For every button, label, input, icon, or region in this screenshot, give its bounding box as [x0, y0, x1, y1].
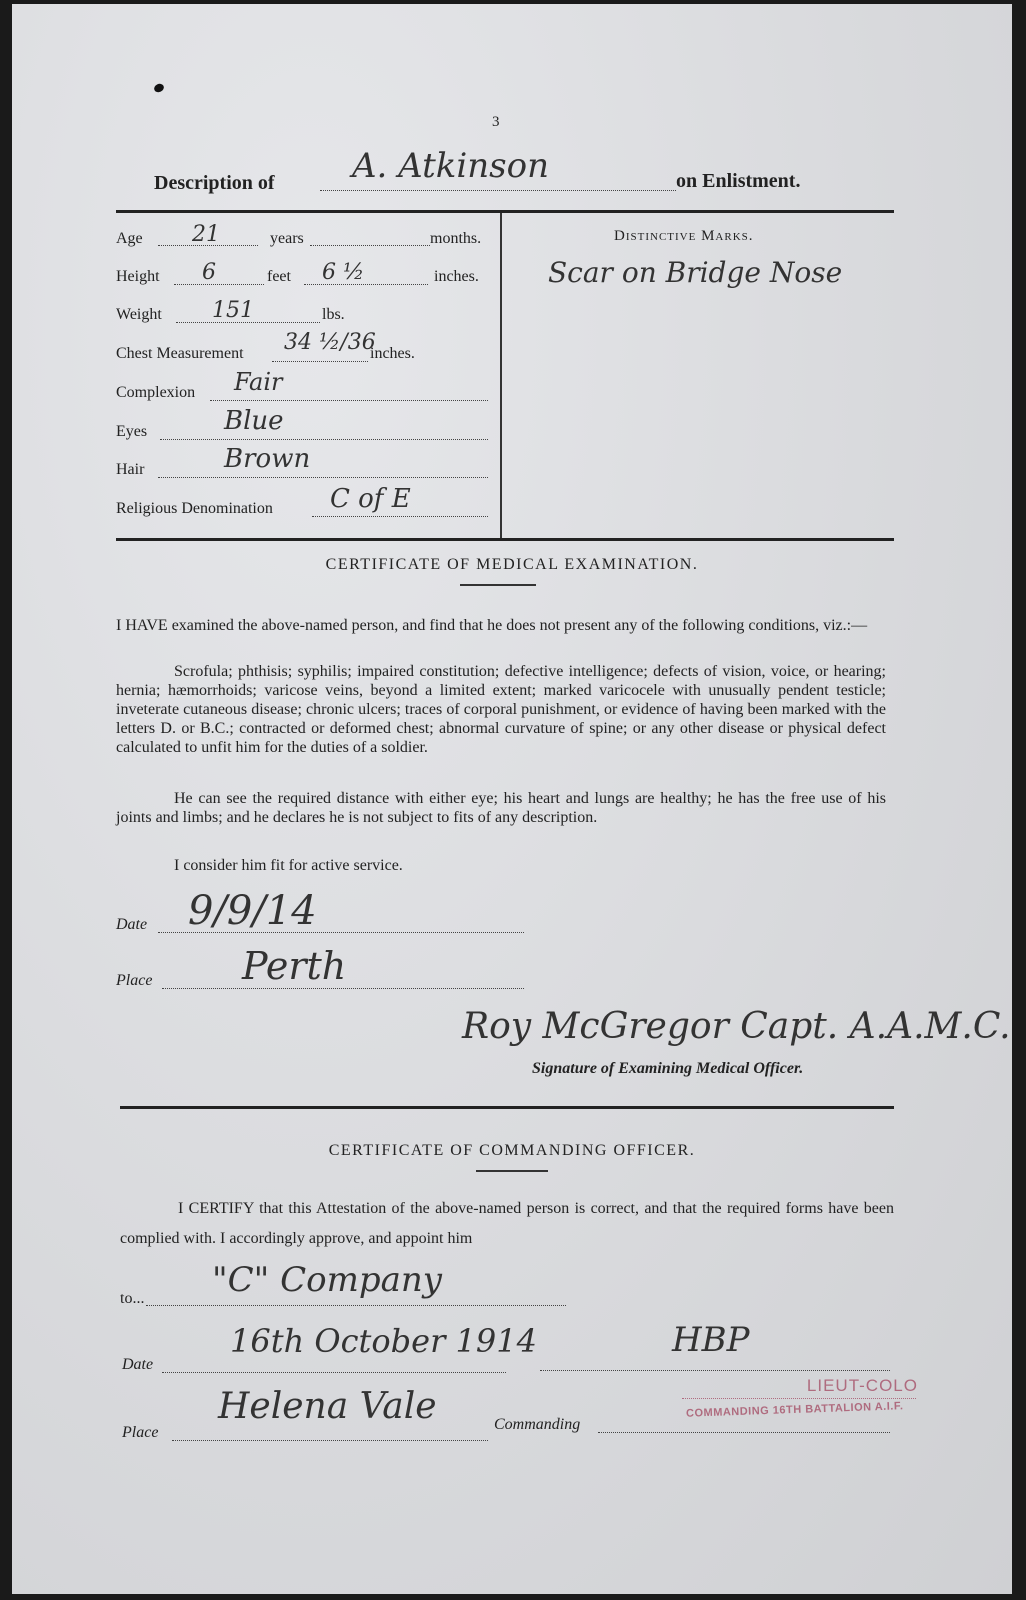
medical-date-label: Date — [116, 916, 148, 933]
enlistment-form-page — [12, 4, 1012, 1594]
eyes-value: Blue — [224, 406, 284, 436]
eyes-label: Eyes — [116, 423, 148, 440]
medical-place-label: Place — [116, 972, 153, 989]
commanding-date-value: 16th October 1914 — [230, 1322, 537, 1360]
commanding-label: Commanding — [494, 1416, 581, 1433]
medical-officer-signature-caption: Signature of Examining Medical Officer. — [532, 1060, 804, 1077]
hair-line — [158, 477, 488, 478]
religion-label: Religious Denomination — [116, 500, 273, 517]
chest-label: Chest Measurement — [116, 345, 244, 362]
religion-value: C of E — [330, 484, 411, 514]
medical-officer-signature: Roy McGregor Capt. A.A.M.C. — [462, 1006, 1011, 1047]
complexion-value: Fair — [234, 368, 283, 396]
religion-line — [312, 516, 488, 517]
medical-conditions: Scrofula; phthisis; syphilis; impaired constitution; defective intelligence; defects of vision, voice, or hearing; hernia; hæmorrhoids; varicose veins, beyond a limited extent; marked varicocele with unusually pendent testicle; inveterate cutaneous disease; chronic ulcers; traces of corporal punishment, or evidence of having been marked with the letters D. or B.C.; contracted or deformed chest; abnormal curvature of spine; or any other disease or physical defect calculated to unfit him for the duties of a soldier. — [116, 663, 886, 756]
commanding-officer-initials: HBP — [672, 1320, 750, 1360]
hair-value: Brown — [224, 444, 311, 474]
weight-label: Weight — [116, 306, 162, 323]
stamp-rule — [682, 1398, 916, 1399]
complexion-label: Complexion — [116, 384, 196, 401]
commanding-certify-text: I CERTIFY that this Attestation of the above-named person is correct, and that the required forms have been complied with. I accordingly approve, and appoint him — [120, 1200, 894, 1247]
description-title-suffix: on Enlistment. — [676, 170, 801, 192]
weight-value: 151 — [212, 298, 254, 323]
commanding-place-line — [172, 1440, 488, 1441]
commanding-heading-underline — [476, 1170, 548, 1172]
soldier-name-handwritten: A. Atkinson — [352, 146, 549, 186]
lbs-label: lbs. — [322, 306, 345, 323]
name-dotted-line — [320, 190, 676, 191]
commanding-place-value: Helena Vale — [218, 1386, 437, 1427]
medical-date-value: 9/9/14 — [188, 888, 317, 934]
chest-value: 34 ½/36 — [284, 330, 376, 355]
commanding-date-line — [162, 1372, 506, 1373]
medical-statement: He can see the required distance with either eye; his heart and lungs are healthy; he has the free use of his joints and limbs; and he declares he is not subject to fits of any description. — [116, 790, 886, 826]
inches-label: inches. — [434, 268, 479, 285]
distinctive-marks-heading: Distinctive Marks. — [614, 228, 754, 244]
description-bottom-rule — [116, 538, 894, 541]
column-divider — [500, 213, 502, 539]
commanding-to-value: "C" Company — [212, 1260, 442, 1300]
medical-intro: I HAVE examined the above-named person, and find that he does not present any of the following conditions, viz.:— — [116, 617, 868, 634]
top-rule — [116, 210, 894, 213]
page-number: 3 — [492, 114, 500, 130]
hair-label: Hair — [116, 461, 145, 478]
distinctive-marks-value: Scar on Bridge Nose — [548, 256, 843, 289]
months-label: months. — [430, 230, 482, 247]
height-feet-line — [174, 284, 264, 285]
medical-bottom-rule — [120, 1106, 894, 1109]
commanding-officer-stamp — [682, 1376, 922, 1434]
ink-blot — [153, 82, 165, 93]
age-value: 21 — [192, 222, 220, 247]
height-label: Height — [116, 268, 160, 285]
years-label: years — [270, 230, 304, 247]
stamp-unit-text: COMMANDING 16TH BATTALION A.I.F. — [685, 1400, 904, 1420]
medical-place-value: Perth — [242, 944, 347, 988]
medical-certificate-heading: CERTIFICATE OF MEDICAL EXAMINATION. — [325, 556, 699, 573]
eyes-line — [160, 439, 488, 440]
commanding-place-label: Place — [122, 1424, 159, 1441]
height-feet-value: 6 — [202, 260, 216, 285]
complexion-line — [210, 400, 488, 401]
commanding-signature-line — [540, 1370, 890, 1371]
medical-place-line — [162, 988, 524, 989]
commanding-date-label: Date — [122, 1356, 154, 1373]
description-title-prefix: Description of — [154, 172, 275, 194]
stamp-rank-text: LIEUT-COLO — [806, 1376, 918, 1395]
medical-heading-underline — [460, 584, 536, 586]
months-line — [310, 245, 430, 246]
commanding-certificate-heading: CERTIFICATE OF COMMANDING OFFICER. — [328, 1142, 696, 1159]
height-inches-value: 6 ½ — [322, 260, 365, 285]
medical-fit-statement: I consider him fit for active service. — [174, 857, 403, 874]
commanding-to-label: to... — [120, 1290, 145, 1307]
commanding-to-line — [146, 1305, 566, 1306]
age-label: Age — [116, 230, 143, 247]
feet-label: feet — [267, 268, 291, 285]
chest-inches-label: inches. — [370, 345, 415, 362]
chest-line — [272, 361, 368, 362]
